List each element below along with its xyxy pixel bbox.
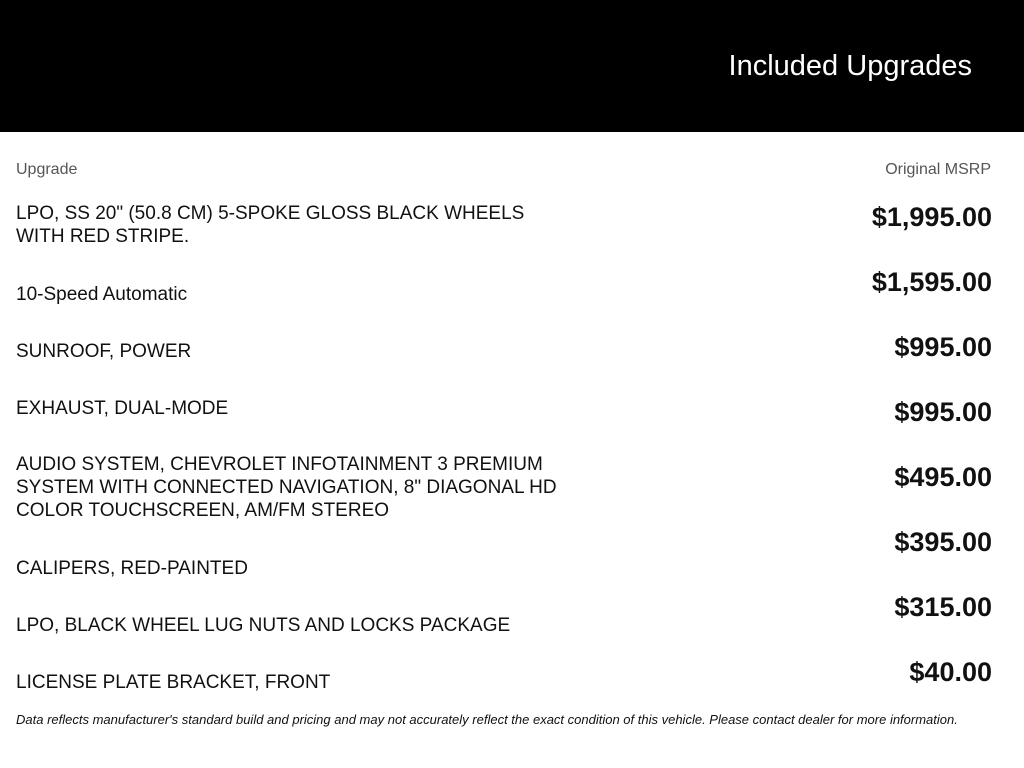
upgrade-name: EXHAUST, DUAL-MODE xyxy=(16,398,229,419)
upgrade-price: $315.00 xyxy=(894,592,992,622)
upgrade-name: CALIPERS, RED-PAINTED xyxy=(16,558,248,579)
upgrade-price: $495.00 xyxy=(894,462,992,492)
column-header-upgrade: Upgrade xyxy=(16,161,78,178)
upgrade-name: LPO, BLACK WHEEL LUG NUTS AND LOCKS PACKAGE xyxy=(16,615,511,636)
column-header-msrp: Original MSRP xyxy=(885,161,991,178)
upgrade-price: $995.00 xyxy=(894,397,992,427)
upgrade-price: $1,595.00 xyxy=(871,267,992,297)
upgrade-price: $995.00 xyxy=(894,332,992,362)
disclaimer-text: Data reflects manufacturer's standard build and pricing and may not accurately reflect the exact condition of this vehicle. Please contact dealer for more information. xyxy=(16,712,958,727)
page-title: Included Upgrades xyxy=(728,50,972,82)
header-banner xyxy=(0,0,1024,132)
upgrade-name: AUDIO SYSTEM, CHEVROLET INFOTAINMENT 3 PREMIUM SYSTEM WITH CONNECTED NAVIGATION, 8" DIAGONAL HD COLOR TOUCHSCREEN, AM/FM STEREO xyxy=(16,454,557,521)
upgrade-name: SUNROOF, POWER xyxy=(16,341,192,362)
upgrade-price: $395.00 xyxy=(894,527,992,557)
upgrade-name: LPO, SS 20" (50.8 CM) 5-SPOKE GLOSS BLACK WHEELS WITH RED STRIPE. xyxy=(16,203,525,247)
upgrade-price: $40.00 xyxy=(909,657,992,687)
upgrade-name: 10-Speed Automatic xyxy=(16,284,188,305)
upgrade-name: LICENSE PLATE BRACKET, FRONT xyxy=(16,672,331,693)
upgrade-price: $1,995.00 xyxy=(871,202,992,232)
